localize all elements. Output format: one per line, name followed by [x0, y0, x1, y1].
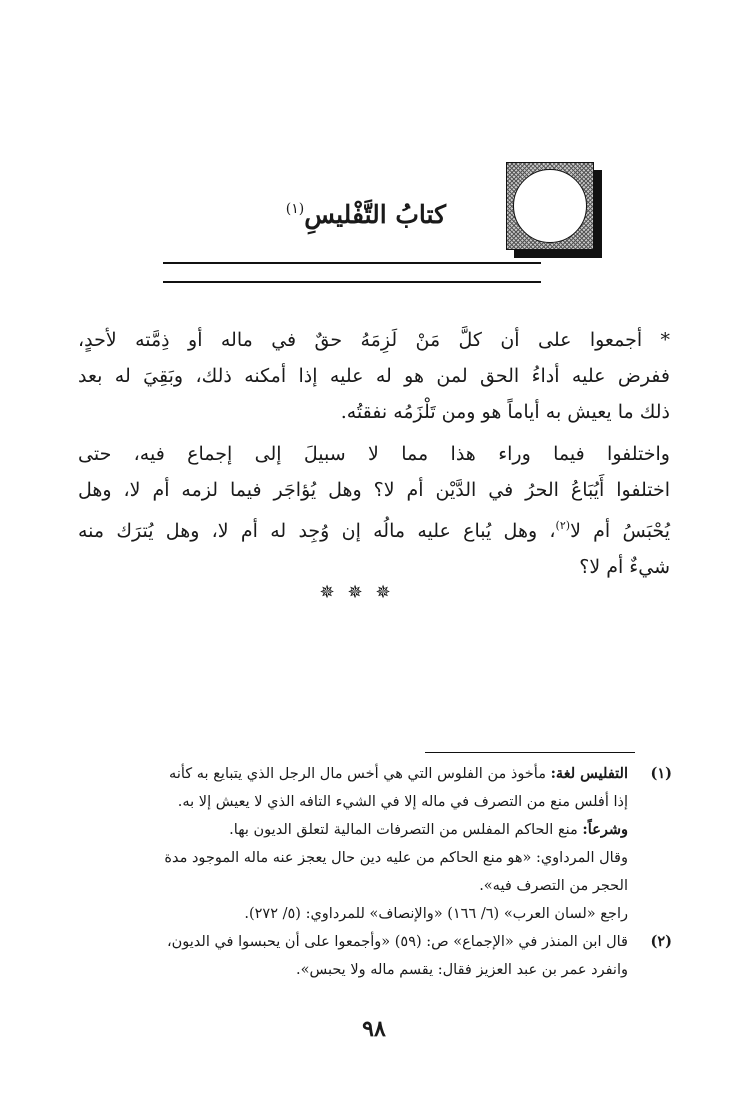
chapter-title-text: كتابُ التَّفْليسِ	[304, 200, 446, 229]
footnote-divider	[425, 752, 635, 753]
body-line: واختلفوا فيما وراء هذا مما لا سبيلَ إلى إجماع فيه، حتى	[78, 443, 670, 465]
footnote-line	[82, 760, 628, 788]
body-line: اختلفوا أَيُبَاعُ الحرُ في الدَّيْن أم لا؟ وهل يُؤاجَر فيما لزمه أم لا، وهل	[78, 479, 670, 501]
chapter-title	[286, 200, 446, 230]
footnote-line: إذا أفلس منع من التصرف في ماله إلا في الشيء التافه الذي لا يعيش إلا به.	[177, 794, 628, 810]
footnotes	[82, 760, 672, 984]
body-line-text: يُحْبَسُ أم لا	[570, 520, 670, 542]
star-ornament-icon: ✵	[347, 582, 363, 603]
body-line: * أجمعوا على أن كلَّ مَنْ لَزِمَهُ حقٌ في ماله أو ذِمَّته لأحدٍ،	[78, 329, 670, 351]
footnote-term: وشرعاً:	[582, 821, 628, 838]
paragraph-consensus	[78, 322, 670, 430]
footnote-text: مأخوذ من الفلوس التي هي أخس مال الرجل الذي يتبايع به كأنه	[169, 766, 551, 782]
footnote-line: الحجر من التصرف فيه».	[479, 878, 628, 894]
footnote-text: منع الحاكم المفلس من التصرفات المالية لتعلق الديون بها.	[229, 822, 583, 838]
footnote-line	[82, 816, 628, 844]
footnote-term: التفليس لغة:	[550, 765, 628, 782]
page-number: ٩٨	[362, 1016, 386, 1042]
body-line: ذلك ما يعيش به أياماً هو ومن تَلْزَمُه نفقتُه.	[340, 401, 670, 423]
footnote-number: (٢)	[650, 933, 672, 950]
body-line: شيءٌ أم لا؟	[579, 556, 670, 578]
footnote-line: قال ابن المنذر في «الإجماع» ص: (٥٩) «وأجمعوا على أن يحبسوا في الديون،	[166, 934, 628, 950]
paragraph-disagreement	[78, 436, 670, 585]
section-separator	[316, 583, 394, 603]
footnote-number: (١)	[650, 765, 672, 782]
star-ornament-icon: ✵	[375, 582, 391, 603]
body-footnote-ref[interactable]: (٢)	[555, 519, 571, 532]
chapter-footnote-ref[interactable]: (١)	[285, 201, 305, 217]
footnote-2	[82, 928, 672, 984]
body-line: ففرض عليه أداءُ الحق لمن هو له عليه إذا أمكنه ذلك، وبَقِيَ له بعد	[78, 365, 670, 387]
body-line	[78, 508, 670, 549]
star-ornament-icon: ✵	[319, 582, 335, 603]
body-line-text: ، وهل يُباع عليه مالُه إن وُجِد له أم لا، وهل يُترَك منه	[78, 520, 556, 542]
footnote-line: وقال المرداوي: «هو منع الحاكم من عليه دين حال يعجز عنه ماله الموجود مدة	[164, 850, 628, 866]
title-divider-top	[163, 262, 541, 264]
footnote-line: راجع «لسان العرب» (٦/ ١٦٦) «والإنصاف» للمرداوي: (٥/ ٢٧٢).	[244, 906, 628, 922]
square-circle-ornament-icon	[506, 162, 602, 258]
footnote-1	[82, 760, 672, 928]
footnote-line: وانفرد عمر بن عبد العزيز فقال: يقسم ماله ولا يحبس».	[295, 962, 628, 978]
title-divider-bottom	[163, 281, 541, 283]
